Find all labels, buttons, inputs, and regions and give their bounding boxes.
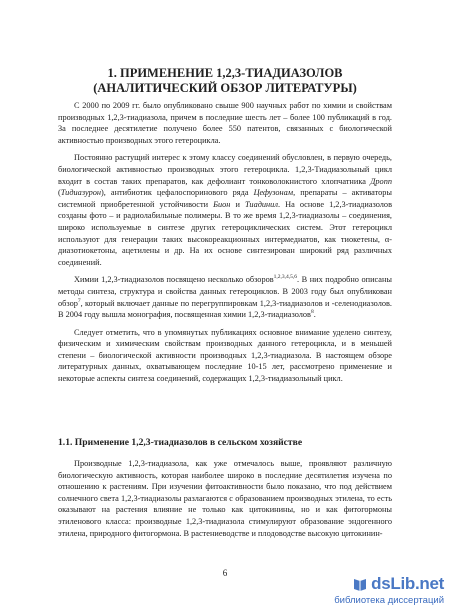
reference-superscript: 7 <box>77 297 81 304</box>
body-text-bottom <box>58 458 392 545</box>
drug-name-tiadinil: Тиадинил <box>245 199 278 209</box>
page-number: 6 <box>222 568 228 578</box>
reference-superscript: 8 <box>310 309 314 316</box>
paragraph-5: Производные 1,2,3-тиадиазола, как уже отмечалось выше, проявляют различную биологическую активность, которая наиболее широко в последние десятилетия изучена по отношению к растениям. При изучении фитоактивности было показано, что под действием солнечного света 1,2,3-тиадиазолы разлагаются с образованием производных этилена, то есть оказывают на растения влияние не только как цитокинины, но и как фитогормоны этиленового класса: производные 1,2,3-тиадиазола стимулируют образование эндогенного этилена, природного фитогормона. В растениеводстве и плодоводстве высокую цитокинин- <box>58 459 392 538</box>
section-heading: 1.1. Применение 1,2,3-тиадиазолов в сельском хозяйстве <box>58 437 303 448</box>
watermark-brand: dsLib.net <box>371 574 444 593</box>
paragraph-1: С 2000 по 2009 гг. было опубликовано свыше 900 научных работ по химии и свойствам производных 1,2,3-тиадиазола, причем в последние шесть лет – более 100 публикаций в год. За последнее десятилетие получено более 550 патентов, связанных с биологической активностью производных этого гетероцикла. <box>58 101 392 145</box>
drug-name-bion: Бион <box>213 199 231 209</box>
body-text-top <box>58 100 392 389</box>
chapter-title-line1: 1. ПРИМЕНЕНИЕ 1,2,3-ТИАДИАЗОЛОВ <box>107 66 343 80</box>
book-icon <box>352 576 368 592</box>
watermark <box>334 574 444 606</box>
drug-name-cefuzonam: Цефузонам <box>253 188 294 198</box>
drug-name-tidiazuron: Тидиазурон <box>60 188 101 198</box>
paragraph-3: Химии 1,2,3-тиадиазолов посвящено несколько обзоров$^{1,2,3,4,5,6}$. В них подробно описаны методы синтеза, структура и свойства данных гетероциклов. В 2003 году был опубликован обзор$^7$, который включает данные по перегруппировкам 1,2,3-тиадиазолов и -селенодиазолов. В 2004 году вышла монография, посвященная химии 1,2,3-тиадиазолов$^8$. <box>58 274 392 320</box>
chapter-title <box>40 66 410 96</box>
drug-name-dropp: Дропп <box>370 176 392 186</box>
reference-superscript: 1,2,3,4,5,6 <box>273 274 298 281</box>
paragraph-2: Постоянно растущий интерес к этому классу соединений обусловлен, в первую очередь, биологической активностью производных этого гетероцикла. 1,2,3-Тиадиазольный цикл входит в состав таких препаратов, как дефолиант тонковолокнистого хлопчатника Дропп (Тидиазурон), антибиотик цефалоспоринового ряда Цефузонам, препараты – активаторы системной приобретенной устойчивости Бион и Тиадинил. На основе 1,2,3-тиадиазолов созданы фото – и радиолабильные полимеры. В то же время 1,2,3-тиадиазолы – соединения, широко используемые в синтезе других гетероциклических систем. Этот гетероцикл используют для генерации таких высокореакционных интермедиатов, как тиокетены, α-диазотиокетоны, ацетилены и др. На их основе синтезирован широкий ряд различных соединений. <box>58 153 392 267</box>
watermark-logo <box>334 574 444 594</box>
watermark-subtitle: библиотека диссертаций <box>334 595 444 606</box>
chapter-title-line2: (АНАЛИТИЧЕСКИЙ ОБЗОР ЛИТЕРАТУРЫ) <box>93 81 357 95</box>
paragraph-4: Следует отметить, что в упомянутых публикациях основное внимание уделено синтезу, физическим и химическим свойствам производных данного гетероцикла, и в меньшей степени – биологической активности производных 1,2,3-тиадиазола. В настоящем обзоре литературных данных, охватывающем последние 10-15 лет, рассмотрено применение и некоторые аспекты синтеза соединений, содержащих 1,2,3-тиадиазольный цикл. <box>58 327 392 384</box>
